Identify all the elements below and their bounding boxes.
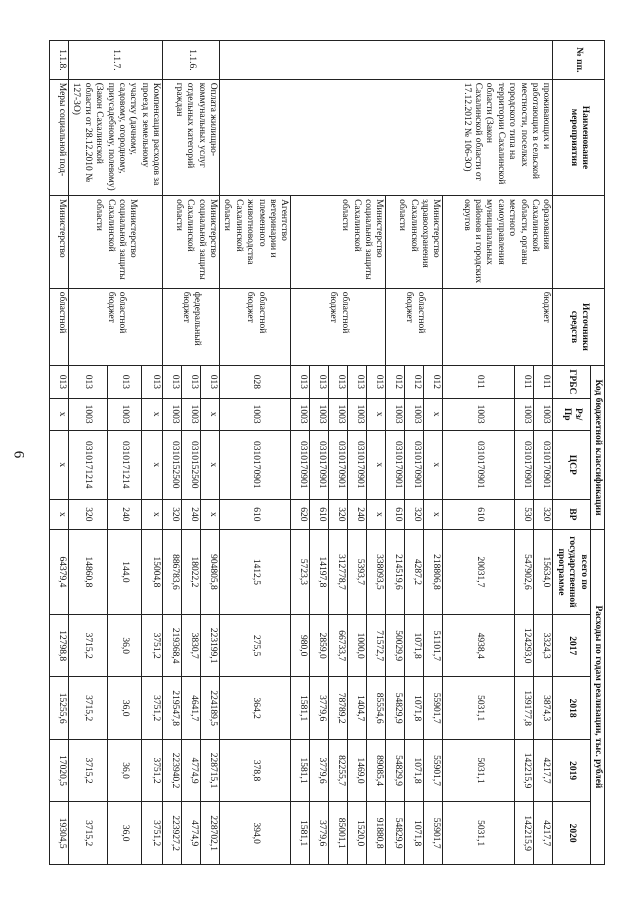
csr: 0310170901: [405, 430, 424, 499]
rzpr: 1003: [443, 398, 515, 430]
page-number: 6: [10, 450, 27, 459]
rzpr: х: [424, 398, 443, 430]
rzpr: 1003: [348, 398, 367, 430]
grbs: 028: [220, 366, 291, 398]
header-vr: ВР: [553, 499, 590, 529]
rzpr: 1003: [291, 398, 310, 430]
row-num: 1.1.7.: [68, 41, 162, 80]
grbs: 013: [201, 366, 220, 398]
vr: 620: [291, 499, 310, 529]
y2017: 3830,7: [182, 614, 201, 676]
y2019: 4774,9: [182, 739, 201, 801]
vr: х: [424, 499, 443, 529]
y2018: 364,2: [220, 677, 291, 739]
executor: Министерство: [49, 196, 68, 289]
y2017: 51101,7: [424, 614, 443, 676]
executor: Министерство социальной защиты Сахалинской области: [291, 196, 386, 289]
y2017: 3715,2: [68, 614, 107, 676]
rzpr: 1003: [534, 398, 553, 430]
y2018: 78789,2: [329, 677, 348, 739]
y2017: 36,0: [107, 614, 141, 676]
y2019: 89085,4: [367, 739, 386, 801]
total: 15004,8: [141, 529, 163, 614]
y2020: 223927,2: [163, 802, 182, 865]
csr: 0310170901: [220, 430, 291, 499]
y2018: 3874,3: [534, 677, 553, 739]
vr: х: [201, 499, 220, 529]
total: 18022,2: [182, 529, 201, 614]
y2020: 394,0: [220, 802, 291, 865]
y2018: 1404,7: [348, 677, 367, 739]
measure-name: Компенсация расходов за проезд к земельному участку (дачному, садовому, огородному, приусадебному, полевому) (Закон Сахалинской области от 28.12.2010 № 127-ЗО): [68, 79, 162, 195]
y2019: 3751,2: [141, 739, 163, 801]
header-year-2020: 2020: [553, 802, 590, 865]
y2017: 66733,7: [329, 614, 348, 676]
y2017: 3751,2: [141, 614, 163, 676]
y2017: 980,0: [291, 614, 310, 676]
header-source: Источники средств: [553, 288, 605, 366]
y2018: 4641,7: [182, 677, 201, 739]
y2019: 142215,9: [515, 739, 534, 801]
total: 64379,4: [49, 529, 68, 614]
vr: 610: [220, 499, 291, 529]
y2020: 91880,8: [367, 802, 386, 865]
total: 5723,3: [291, 529, 310, 614]
csr: х: [424, 430, 443, 499]
rzpr: 1003: [386, 398, 405, 430]
grbs: 013: [310, 366, 329, 398]
total: 312778,7: [329, 529, 348, 614]
y2018: 3779,6: [310, 677, 329, 739]
y2020: 85001,1: [329, 802, 348, 865]
rzpr: 1003: [405, 398, 424, 430]
y2017: 1071,8: [405, 614, 424, 676]
grbs: 011: [515, 366, 534, 398]
vr: 320: [68, 499, 107, 529]
y2018: 1071,8: [405, 677, 424, 739]
measure-name: Оплата жилищно-коммунальных услуг отдельных категорий граждан: [163, 79, 220, 195]
grbs: 013: [163, 366, 182, 398]
grbs: 013: [68, 366, 107, 398]
funding-source: областной бюджет: [386, 288, 443, 366]
total: 5393,7: [348, 529, 367, 614]
header-budget-code: Код бюджетной классификации: [590, 366, 604, 530]
y2019: 5031,1: [443, 739, 515, 801]
y2020: 142215,9: [515, 802, 534, 865]
y2018: 5031,1: [443, 677, 515, 739]
header-csr: ЦСР: [553, 430, 590, 499]
grbs: 012: [405, 366, 424, 398]
rzpr: х: [141, 398, 163, 430]
funding-source: федеральный бюджет: [163, 288, 220, 366]
executor: Министерство социальной защиты Сахалинской области: [163, 196, 220, 289]
csr: 0310170901: [534, 430, 553, 499]
y2018: 224189,5: [201, 677, 220, 739]
total: 1412,5: [220, 529, 291, 614]
csr: 0310171214: [68, 430, 107, 499]
y2018: 54829,9: [386, 677, 405, 739]
y2019: 36,0: [107, 739, 141, 801]
csr: 0310170901: [515, 430, 534, 499]
y2020: 4774,9: [182, 802, 201, 865]
vr: 320: [405, 499, 424, 529]
y2017: 2859,0: [310, 614, 329, 676]
vr: 610: [443, 499, 515, 529]
y2019: 3715,2: [68, 739, 107, 801]
funding-source: областной бюджет: [220, 288, 291, 366]
header-total: всего по государственной программе: [553, 529, 590, 614]
funding-source: областной: [49, 288, 68, 366]
row-num: 1.1.8.: [49, 41, 68, 80]
header-year-2018: 2018: [553, 677, 590, 739]
y2017: 12798,8: [49, 614, 68, 676]
rzpr: 1003: [515, 398, 534, 430]
vr: 240: [182, 499, 201, 529]
y2018: 3751,2: [141, 677, 163, 739]
grbs: 013: [182, 366, 201, 398]
y2018: 1581,1: [291, 677, 310, 739]
csr: 0310152500: [182, 430, 201, 499]
rzpr: 1003: [329, 398, 348, 430]
grbs: 011: [443, 366, 515, 398]
csr: х: [367, 430, 386, 499]
header-rzpr: Рз/ Пр: [553, 398, 590, 430]
grbs: 013: [141, 366, 163, 398]
total: 547902,6: [515, 529, 534, 614]
rotated-table-container: [45, 40, 605, 865]
rzpr: х: [49, 398, 68, 430]
y2019: 1071,8: [405, 739, 424, 801]
total: 338093,5: [367, 529, 386, 614]
rzpr: 1003: [310, 398, 329, 430]
vr: х: [49, 499, 68, 529]
rzpr: х: [201, 398, 220, 430]
rzpr: 1003: [68, 398, 107, 430]
total: 14860,8: [68, 529, 107, 614]
grbs: 012: [424, 366, 443, 398]
csr: х: [49, 430, 68, 499]
grbs: 011: [534, 366, 553, 398]
y2017: 4938,4: [443, 614, 515, 676]
y2019: 54829,9: [386, 739, 405, 801]
header-year-2019: 2019: [553, 739, 590, 801]
table-row: [49, 41, 68, 865]
y2020: 228702,1: [201, 802, 220, 865]
vr: х: [141, 499, 163, 529]
y2019: 1581,1: [291, 739, 310, 801]
total: 218806,8: [424, 529, 443, 614]
y2020: 3751,2: [141, 802, 163, 865]
vr: х: [367, 499, 386, 529]
y2017: 219368,4: [163, 614, 182, 676]
y2020: 54829,9: [386, 802, 405, 865]
grbs: 013: [107, 366, 141, 398]
csr: 0310170901: [386, 430, 405, 499]
vr: 320: [534, 499, 553, 529]
vr: 240: [107, 499, 141, 529]
y2019: 82255,7: [329, 739, 348, 801]
y2020: 5031,1: [443, 802, 515, 865]
total: 15634,0: [534, 529, 553, 614]
csr: 0310170901: [348, 430, 367, 499]
vr: 530: [515, 499, 534, 529]
header-name: Наименование мероприятия: [553, 79, 605, 195]
y2017: 1000,0: [348, 614, 367, 676]
executor: Агентство ветеринарии и племенного животноводства Сахалинской области: [220, 196, 291, 289]
rzpr: х: [367, 398, 386, 430]
grbs: 012: [386, 366, 405, 398]
total: 214519,6: [386, 529, 405, 614]
funding-source: областной бюджет: [291, 288, 386, 366]
measure-name: проживающих и работающих в сельской местности, поселках городского типа на территории Сахалинской области (Закон Сахалинской области от 17.12.2012 № 106-ЗО): [220, 79, 553, 195]
y2020: 3779,6: [310, 802, 329, 865]
header-executor: [553, 196, 605, 289]
y2020: 3715,2: [68, 802, 107, 865]
total: 886783,6: [163, 529, 182, 614]
grbs: 013: [49, 366, 68, 398]
table-row: [201, 41, 220, 865]
y2020: 1520,0: [348, 802, 367, 865]
y2017: 275,5: [220, 614, 291, 676]
csr: 0310170901: [310, 430, 329, 499]
vr: 240: [348, 499, 367, 529]
y2018: 55901,7: [424, 677, 443, 739]
y2019: 55901,7: [424, 739, 443, 801]
total: 904805,8: [201, 529, 220, 614]
y2018: 139177,8: [515, 677, 534, 739]
grbs: 013: [367, 366, 386, 398]
header-expenses: Расходы по годам реализации, тыс. рублей: [590, 529, 604, 864]
csr: 0310170901: [329, 430, 348, 499]
header-num: № пп.: [553, 41, 605, 80]
y2019: 4217,7: [534, 739, 553, 801]
table-row: [141, 41, 163, 865]
y2020: 1581,1: [291, 802, 310, 865]
csr: 0310170901: [291, 430, 310, 499]
rzpr: 1003: [107, 398, 141, 430]
y2017: 71572,7: [367, 614, 386, 676]
total: 144,0: [107, 529, 141, 614]
y2019: 1469,0: [348, 739, 367, 801]
y2017: 223199,1: [201, 614, 220, 676]
grbs: 013: [329, 366, 348, 398]
y2018: 219547,8: [163, 677, 182, 739]
csr: 0310171214: [107, 430, 141, 499]
csr: 0310170901: [443, 430, 515, 499]
funding-source: бюджет: [443, 288, 553, 366]
y2019: 3779,6: [310, 739, 329, 801]
vr: 610: [310, 499, 329, 529]
measure-name: Меры социальной под-: [49, 79, 68, 195]
vr: 610: [386, 499, 405, 529]
rzpr: 1003: [182, 398, 201, 430]
y2017: 3324,3: [534, 614, 553, 676]
y2020: 55901,7: [424, 802, 443, 865]
y2017: 50029,9: [386, 614, 405, 676]
csr: х: [141, 430, 163, 499]
y2018: 3715,2: [68, 677, 107, 739]
grbs: 013: [348, 366, 367, 398]
row-num: 1.1.6.: [163, 41, 220, 80]
header-year-2017: 2017: [553, 614, 590, 676]
y2019: 223940,2: [163, 739, 182, 801]
y2018: 36,0: [107, 677, 141, 739]
y2017: 124293,0: [515, 614, 534, 676]
executor: Министерство социальной защиты Сахалинской области: [68, 196, 162, 289]
grbs: 013: [291, 366, 310, 398]
executor: Министерство здравоохранения Сахалинской области: [386, 196, 443, 289]
y2020: 4217,7: [534, 802, 553, 865]
y2020: 36,0: [107, 802, 141, 865]
y2020: 19304,5: [49, 802, 68, 865]
vr: 320: [329, 499, 348, 529]
total: 4287,2: [405, 529, 424, 614]
funding-source: областной бюджет: [68, 288, 162, 366]
vr: 320: [163, 499, 182, 529]
table-row: [534, 41, 553, 865]
csr: 0310152500: [163, 430, 182, 499]
y2019: 228715,1: [201, 739, 220, 801]
y2020: 1071,8: [405, 802, 424, 865]
rzpr: 1003: [220, 398, 291, 430]
total: 14197,8: [310, 529, 329, 614]
total: 20031,7: [443, 529, 515, 614]
budget-table: [49, 40, 605, 865]
y2018: 15255,6: [49, 677, 68, 739]
row-num: [220, 41, 553, 80]
header-grbs: ГРБС: [553, 366, 590, 398]
y2019: 17020,5: [49, 739, 68, 801]
y2018: 85554,6: [367, 677, 386, 739]
executor: образования Сахалинской области, органы местного самоуправления муниципальных районов и городских округов: [443, 196, 553, 289]
csr: х: [201, 430, 220, 499]
rzpr: 1003: [163, 398, 182, 430]
y2019: 378,8: [220, 739, 291, 801]
